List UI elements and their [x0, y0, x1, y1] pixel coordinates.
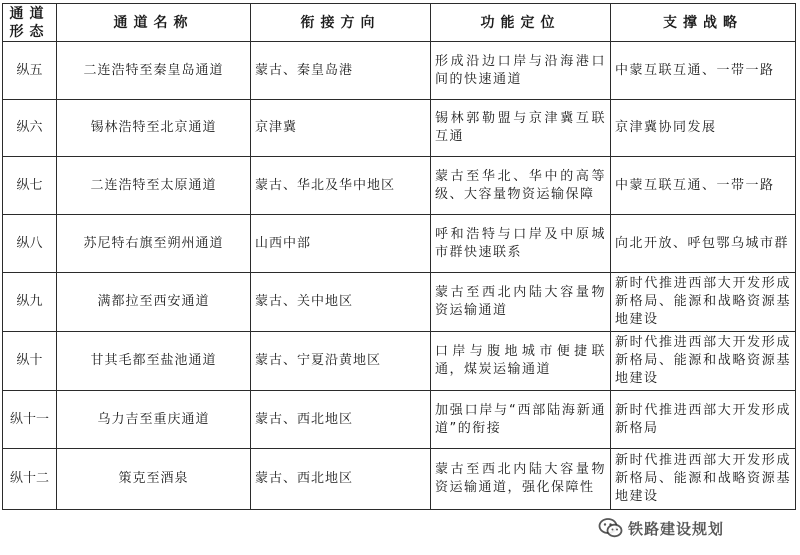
cell-function: 锡林郭勒盟与京津冀互联互通	[431, 100, 611, 157]
header-function: 功能定位	[431, 4, 611, 42]
table-row	[3, 215, 796, 273]
cell-direction: 京津冀	[251, 100, 431, 157]
cell-function: 蒙古至华北、华中的高等级、大容量物资运输保障	[431, 157, 611, 215]
cell-function: 口岸与腹地城市便捷联通，煤炭运输通道	[431, 332, 611, 391]
cell-function: 加强口岸与“西部陆海新通道”的衔接	[431, 391, 611, 449]
cell-name: 苏尼特右旗至朔州通道	[57, 215, 251, 273]
cell-direction: 蒙古、关中地区	[251, 273, 431, 332]
cell-direction: 山西中部	[251, 215, 431, 273]
cell-direction: 蒙古、西北地区	[251, 391, 431, 449]
cell-function: 呼和浩特与口岸及中原城市群快速联系	[431, 215, 611, 273]
cell-strategy: 新时代推进西部大开发形成新格局、能源和战略资源基地建设	[611, 332, 796, 391]
corridor-table	[2, 3, 796, 510]
cell-form: 纵五	[3, 42, 57, 100]
cell-direction: 蒙古、西北地区	[251, 449, 431, 510]
cell-function: 蒙古至西北内陆大容量物资运输通道	[431, 273, 611, 332]
header-strategy: 支撑战略	[611, 4, 796, 42]
cell-strategy: 向北开放、呼包鄂乌城市群	[611, 215, 796, 273]
cell-form: 纵七	[3, 157, 57, 215]
cell-name: 二连浩特至秦皇岛通道	[57, 42, 251, 100]
cell-strategy: 新时代推进西部大开发形成新格局、能源和战略资源基地建设	[611, 273, 796, 332]
cell-name: 乌力吉至重庆通道	[57, 391, 251, 449]
table-body	[3, 42, 796, 510]
table-row	[3, 332, 796, 391]
cell-form: 纵十	[3, 332, 57, 391]
header-direction: 衔接方向	[251, 4, 431, 42]
cell-function: 蒙古至西北内陆大容量物资运输通道，强化保障性	[431, 449, 611, 510]
cell-form: 纵十一	[3, 391, 57, 449]
cell-direction: 蒙古、宁夏沿黄地区	[251, 332, 431, 391]
cell-name: 甘其毛都至盐池通道	[57, 332, 251, 391]
table-row	[3, 100, 796, 157]
table-row	[3, 391, 796, 449]
cell-strategy: 中蒙互联互通、一带一路	[611, 42, 796, 100]
table-row	[3, 157, 796, 215]
cell-form: 纵八	[3, 215, 57, 273]
cell-form: 纵十二	[3, 449, 57, 510]
table-header-row	[3, 4, 796, 42]
cell-strategy: 中蒙互联互通、一带一路	[611, 157, 796, 215]
cell-strategy: 京津冀协同发展	[611, 100, 796, 157]
cell-name: 满都拉至西安通道	[57, 273, 251, 332]
cell-strategy: 新时代推进西部大开发形成新格局、能源和战略资源基地建设	[611, 449, 796, 510]
cell-form: 纵九	[3, 273, 57, 332]
header-form: 通道形态	[3, 4, 57, 42]
cell-direction: 蒙古、秦皇岛港	[251, 42, 431, 100]
table-row	[3, 449, 796, 510]
cell-function: 形成沿边口岸与沿海港口间的快速通道	[431, 42, 611, 100]
cell-strategy: 新时代推进西部大开发形成新格局	[611, 391, 796, 449]
table-row	[3, 42, 796, 100]
cell-name: 二连浩特至太原通道	[57, 157, 251, 215]
watermark-text: 铁路建设规划	[628, 519, 725, 538]
wechat-icon	[598, 515, 624, 541]
watermark	[598, 508, 788, 548]
cell-name: 锡林浩特至北京通道	[57, 100, 251, 157]
cell-direction: 蒙古、华北及华中地区	[251, 157, 431, 215]
table-row	[3, 273, 796, 332]
cell-name: 策克至酒泉	[57, 449, 251, 510]
cell-form: 纵六	[3, 100, 57, 157]
header-name: 通道名称	[57, 4, 251, 42]
